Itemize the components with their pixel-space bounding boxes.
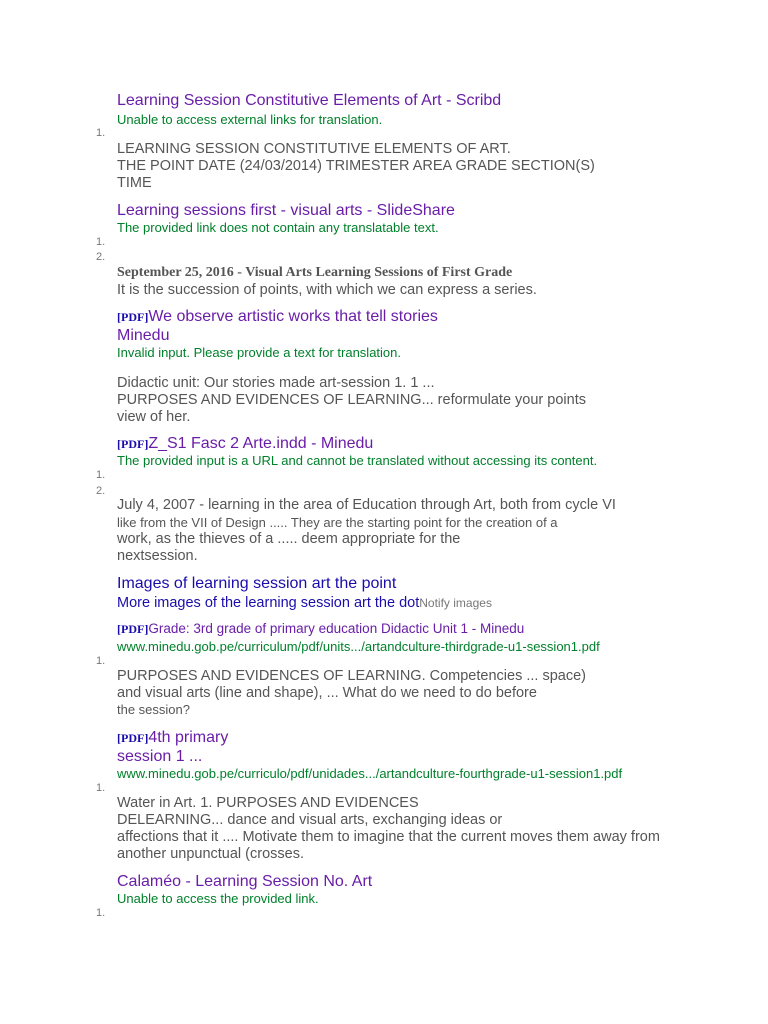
result-title-text[interactable]: Z_S1 Fasc 2 Arte.indd - Minedu [148, 435, 374, 452]
list-number: 1. [96, 782, 106, 794]
result-title-text-line2[interactable]: Minedu [117, 327, 170, 344]
result-snippet-line: TIME [117, 175, 152, 191]
result-snippet-line: affections that it .... Motivate them to imagine that the current moves them away from [117, 829, 660, 845]
result-snippet-line: THE POINT DATE (24/03/2014) TRIMESTER AREA GRADE SECTION(S) [117, 158, 595, 174]
pdf-tag: [PDF] [117, 437, 149, 451]
result-title-fasc-arte[interactable] [117, 435, 373, 453]
result-snippet-line: It is the succession of points, with which we can express a series. [117, 282, 537, 298]
pdf-tag: [PDF] [117, 622, 149, 636]
result-title-text[interactable]: Grade: 3rd grade of primary education Didactic Unit 1 - Minedu [148, 621, 525, 636]
translation-note: Invalid input. Please provide a text for translation. [117, 345, 401, 360]
result-snippet-line: view of her. [117, 409, 191, 425]
more-images-row [117, 594, 492, 612]
result-snippet-line: Water in Art. 1. PURPOSES AND EVIDENCES [117, 795, 419, 811]
images-section-title[interactable]: Images of learning session art the point [117, 575, 397, 592]
result-title-observe-artistic-works[interactable] [117, 308, 438, 326]
list-number: 1. [96, 907, 106, 919]
list-number: 1. [96, 236, 106, 248]
list-number: 2. [96, 485, 106, 497]
translation-note: Unable to access external links for translation. [117, 112, 383, 127]
result-title-third-grade[interactable] [117, 620, 524, 638]
result-snippet-line: and visual arts (line and shape), ... What do we need to do before [117, 685, 537, 701]
result-title-slideshare[interactable]: Learning sessions first - visual arts - SlideShare [117, 202, 455, 219]
result-snippet-line: July 4, 2007 - learning in the area of Education through Art, both from cycle VI [117, 497, 616, 513]
list-number: 2. [96, 251, 106, 263]
result-title-fourth-primary[interactable] [117, 729, 228, 747]
result-url[interactable]: www.minedu.gob.pe/curriculo/pdf/unidades.../artandculture-fourthgrade-u1-session1.pdf [117, 766, 623, 781]
result-title-scribd[interactable]: Learning Session Constitutive Elements of Art - Scribd [117, 92, 502, 109]
result-snippet-line: the session? [117, 702, 190, 717]
result-snippet-line: PURPOSES AND EVIDENCES OF LEARNING... reformulate your points [117, 392, 586, 408]
pdf-tag: [PDF] [117, 310, 149, 324]
result-snippet-line: another unpunctual (crosses. [117, 846, 304, 862]
translation-note: The provided input is a URL and cannot be translated without accessing its content. [117, 453, 598, 468]
more-images-link[interactable]: More images of the learning session art the dot [117, 595, 420, 611]
result-title-text[interactable]: 4th primary [148, 729, 229, 746]
notify-images-link[interactable]: Notify images [419, 596, 492, 610]
list-number: 1. [96, 655, 106, 667]
result-title-calameo[interactable]: Calaméo - Learning Session No. Art [117, 873, 373, 890]
result-snippet-line: like from the VII of Design ..... They are the starting point for the creation of a [117, 515, 558, 530]
result-snippet-line: PURPOSES AND EVIDENCES OF LEARNING. Competencies ... space) [117, 668, 586, 684]
result-title-text[interactable]: We observe artistic works that tell stories [148, 308, 438, 325]
result-title-text-line2[interactable]: session 1 ... [117, 748, 203, 765]
pdf-tag: [PDF] [117, 731, 149, 745]
result-snippet-line: Didactic unit: Our stories made art-session 1. 1 ... [117, 375, 435, 391]
result-snippet-line: LEARNING SESSION CONSTITUTIVE ELEMENTS OF ART. [117, 141, 511, 157]
result-snippet-line: work, as the thieves of a ..... deem appropriate for the [117, 531, 461, 547]
result-date-heading: September 25, 2016 - Visual Arts Learning Sessions of First Grade [117, 265, 513, 280]
result-url[interactable]: www.minedu.gob.pe/curriculum/pdf/units.../artandculture-thirdgrade-u1-session1.pdf [117, 639, 600, 654]
result-snippet-line: nextsession. [117, 548, 198, 564]
translation-note: The provided link does not contain any translatable text. [117, 220, 439, 235]
result-snippet-line: DELEARNING... dance and visual arts, exchanging ideas or [117, 812, 503, 828]
translation-note: Unable to access the provided link. [117, 891, 319, 906]
list-number: 1. [96, 127, 106, 139]
list-number: 1. [96, 469, 106, 481]
